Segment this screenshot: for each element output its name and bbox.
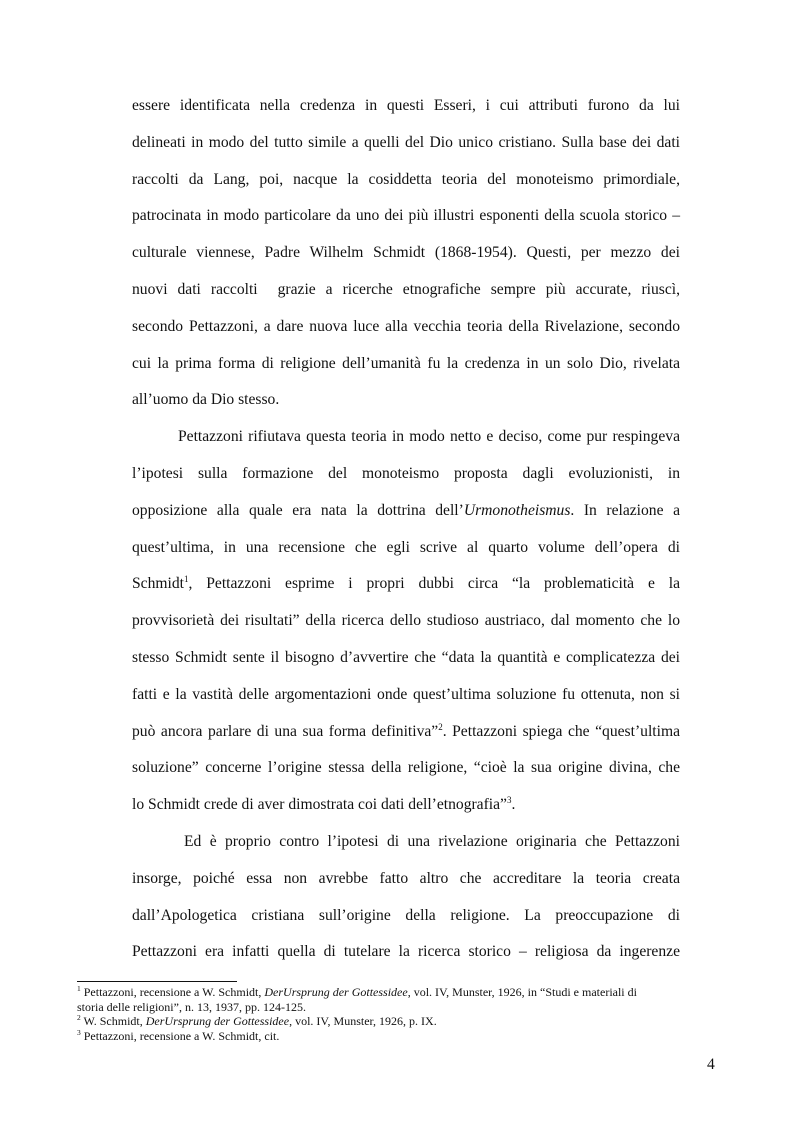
text-line: Pettazzoni rifiutava questa teoria in modo netto e deciso, come pur respingeva xyxy=(178,428,680,446)
footnote-text: storia delle religioni”, n. 13, 1937, pp. 124-125. xyxy=(77,999,306,1014)
text-line: Pettazzoni era infatti quella di tutelare la ricerca storico – religiosa da ingerenze xyxy=(132,943,680,961)
text-segment: . xyxy=(511,796,516,814)
text-line: quest’ultima, in una recensione che egli scrive al quarto volume dell’opera di xyxy=(132,538,680,556)
text-line: delineati in modo del tutto simile a quelli del Dio unico cristiano. Sulla base dei dati xyxy=(132,133,680,151)
footnote-text: , vol. IV, Munster, 1926, p. IX. xyxy=(289,1014,437,1028)
p1-line-9 xyxy=(132,382,680,419)
p2-line-1 xyxy=(132,419,680,456)
p2-line-4 xyxy=(132,530,680,567)
footnote-number: 2 xyxy=(77,1013,81,1022)
p1-line-5 xyxy=(132,235,680,272)
footnote-text: Pettazzoni, recensione a W. Schmidt, cit. xyxy=(80,1028,280,1043)
text-line: essere identificata nella credenza in questi Esseri, i cui attributi furono da lui xyxy=(132,97,680,114)
p1-line-1 xyxy=(132,88,680,125)
footnote-ref: 2 xyxy=(438,721,443,732)
text-segment: può ancora parlare di una sua forma definitiva” xyxy=(132,722,439,740)
text-line xyxy=(132,714,680,751)
text-line xyxy=(132,566,680,603)
footnote-3 xyxy=(77,1029,719,1044)
text-line: provvisorietà dei risultati” della ricerca dello studioso austriaco, dal momento che lo xyxy=(132,612,680,630)
footnote-text: W. Schmidt, xyxy=(80,1014,146,1028)
p1-line-2 xyxy=(132,125,680,162)
footnote-number: 1 xyxy=(77,984,81,993)
p1-line-4 xyxy=(132,198,680,235)
p1-line-6 xyxy=(132,272,680,309)
p2-line-11 xyxy=(132,787,680,824)
p2-line-7 xyxy=(132,640,680,677)
text-line: nuovi dati raccolti grazie a ricerche etnografiche sempre più accurate, riuscì, xyxy=(132,280,680,298)
text-segment: lo Schmidt crede di aver dimostrata coi dati dell’etnografia” xyxy=(132,796,507,814)
footnote-ref: 3 xyxy=(506,794,512,805)
text-line: secondo Pettazzoni, a dare nuova luce alla vecchia teoria della Rivelazione, secondo xyxy=(132,317,680,335)
footnotes xyxy=(77,985,719,1043)
text-segment: opposizione alla quale era nata la dottrina dell’ xyxy=(132,501,464,519)
p2-line-3 xyxy=(132,493,680,530)
p2-line-6 xyxy=(132,603,680,640)
text-line: dall’Apologetica cristiana sull’origine della religione. La preoccupazione di xyxy=(132,906,680,924)
p3-line-3 xyxy=(132,898,680,935)
text-line: cui la prima forma di religione dell’umanità fu la credenza in un solo Dio, rivelata xyxy=(132,354,680,372)
text-segment: , Pettazzoni esprime i propri dubbi circa “la problematicità e la xyxy=(188,575,680,593)
p3-line-4 xyxy=(132,934,680,971)
text-line: culturale viennese, Padre Wilhelm Schmidt (1868-1954). Questi, per mezzo dei xyxy=(132,244,680,262)
text-segment: Schmidt xyxy=(132,575,184,593)
text-line: stesso Schmidt sente il bisogno d’avvertire che “data la quantità e complicatezza dei xyxy=(132,648,680,666)
text-line xyxy=(132,493,680,530)
p2-line-5 xyxy=(132,566,680,603)
p3-line-2 xyxy=(132,861,680,898)
page-number: 4 xyxy=(707,1056,715,1073)
text-line: Ed è proprio contro l’ipotesi di una rivelazione originaria che Pettazzoni xyxy=(184,832,680,850)
italic-term: Urmonotheismus xyxy=(463,501,571,519)
p1-line-3 xyxy=(132,162,680,199)
text-segment: . Pettazzoni spiega che “quest’ultima xyxy=(442,722,680,740)
footnote-number: 3 xyxy=(77,1027,81,1037)
body-text xyxy=(132,88,680,971)
footnote-title: DerUrsprung der Gottessidee xyxy=(264,985,408,999)
footnote-title: DerUrsprung der Gottessidee xyxy=(145,1014,290,1028)
text-line xyxy=(132,787,515,824)
p1-line-7 xyxy=(132,309,680,346)
text-line: all’uomo da Dio stesso. xyxy=(132,391,280,409)
footnote-2 xyxy=(77,1014,719,1029)
footnote-text: Pettazzoni, recensione a W. Schmidt, xyxy=(80,985,265,999)
text-line: l’ipotesi sulla formazione del monoteismo proposta dagli evoluzionisti, in xyxy=(132,464,680,482)
text-line: raccolti da Lang, poi, nacque la cosiddetta teoria del monoteismo primordiale, xyxy=(132,170,680,188)
p2-line-9 xyxy=(132,714,680,751)
text-line: patrocinata in modo particolare da uno dei più illustri esponenti della scuola storico – xyxy=(132,207,680,225)
p2-line-2 xyxy=(132,456,680,493)
footnote-text: , vol. IV, Munster, 1926, in “Studi e materiali di xyxy=(407,985,637,999)
p2-line-8 xyxy=(132,677,680,714)
text-line: soluzione” concerne l’origine stessa della religione, “cioè la sua origine divina, che xyxy=(132,759,680,777)
p1-line-8 xyxy=(132,346,680,383)
footnote-1 xyxy=(77,985,719,1014)
p3-line-1 xyxy=(132,824,680,861)
p2-line-10 xyxy=(132,750,680,787)
text-line: fatti e la vastità delle argomentazioni onde quest’ultima soluzione fu ottenuta, non si xyxy=(132,685,680,703)
text-segment: . In relazione a xyxy=(570,501,680,519)
text-line: insorge, poiché essa non avrebbe fatto altro che accreditare la teoria creata xyxy=(132,869,680,887)
footnote-separator xyxy=(77,981,237,982)
footnote-ref: 1 xyxy=(183,574,189,585)
